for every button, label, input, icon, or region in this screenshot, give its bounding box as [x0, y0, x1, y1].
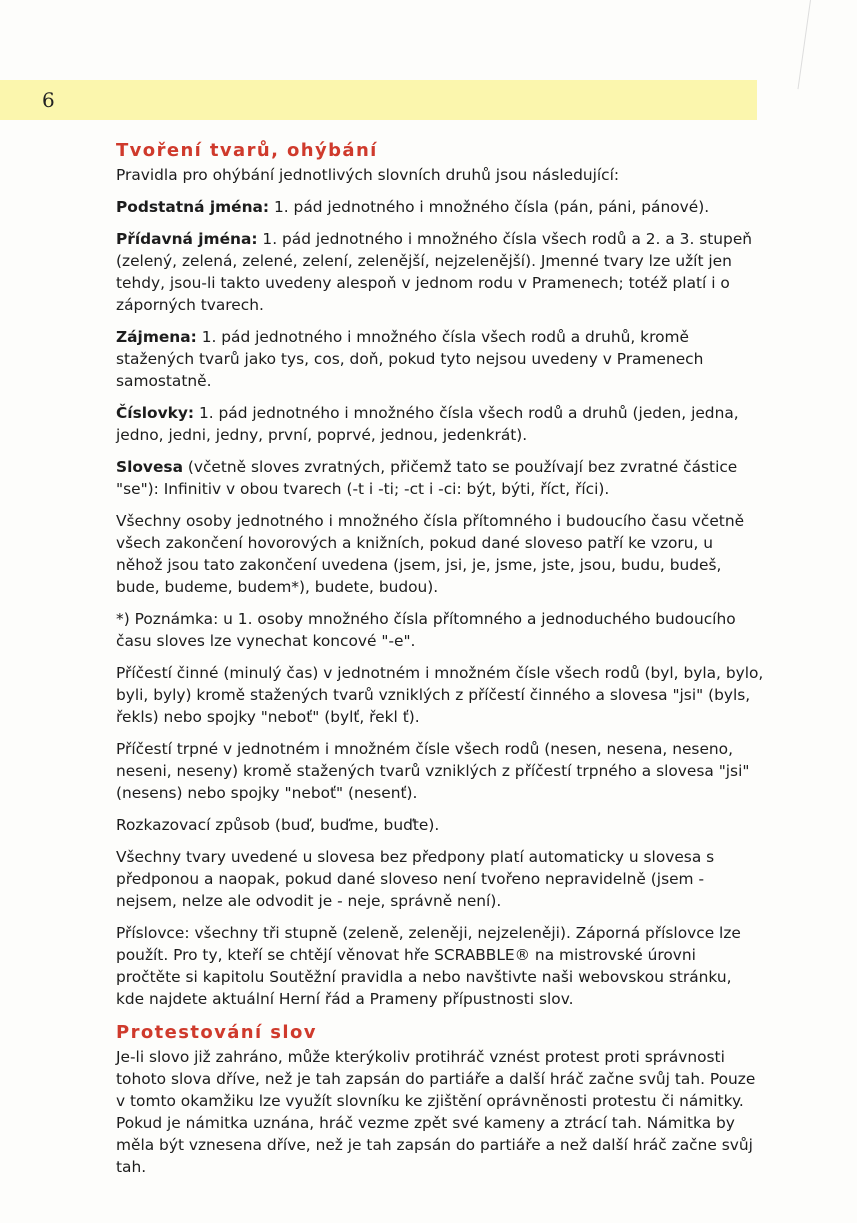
- numerals-label: Číslovky:: [116, 404, 195, 422]
- section-heading-forms: Tvoření tvarů, ohýbání: [116, 140, 378, 161]
- main-content: [116, 138, 764, 1188]
- forms-intro: Pravidla pro ohýbání jednotlivých slovních druhů jsou následující:: [116, 166, 620, 184]
- note-paragraph: *) Poznámka: u 1. osoby množného čísla přítomného a jednoduchého budoucího času sloves lze vynechat koncové "-e".: [116, 610, 736, 650]
- nouns-paragraph: [116, 196, 764, 218]
- page-number: 6: [42, 88, 55, 112]
- pronouns-text: 1. pád jednotného i množného čísla všech rodů a druhů, kromě stažených tvarů jako tys, cos, doň, pokud tyto nejsou uvedeny v Pramenech samostatně.: [116, 328, 704, 390]
- verbs-paragraph: [116, 456, 764, 500]
- header-band: [0, 80, 757, 120]
- nouns-text: 1. pád jednotného i množného čísla (pán, páni, pánové).: [269, 198, 710, 216]
- pronouns-label: Zájmena:: [116, 328, 197, 346]
- verbs-label: Slovesa: [116, 458, 183, 476]
- prefix-paragraph: Všechny tvary uvedené u slovesa bez předpony platí automaticky u slovesa s předponou a naopak, pokud dané sloveso není tvořeno nepravidelně (jsem - nejsem, nelze ale odvodit je - neje, správně není).: [116, 848, 715, 910]
- pronouns-paragraph: [116, 326, 764, 392]
- scan-edge-line: [797, 0, 811, 89]
- section-heading-protest: Protestování slov: [116, 1022, 317, 1043]
- adjectives-text: 1. pád jednotného i množného čísla všech rodů a 2. a 3. stupeň (zelený, zelená, zelené, zelení, zelenější, nejzelenější). Jmenné tvary lze užít jen tehdy, jsou-li takto uvedeny alespoň v jednom rodu v Pramenech; totéž platí i o záporných tvarech.: [116, 230, 753, 314]
- adjectives-paragraph: [116, 228, 764, 316]
- active-participle-paragraph: Příčestí činné (minulý čas) v jednotném i množném čísle všech rodů (byl, byla, bylo, byli, byly) kromě stažených tvarů vzniklých z příčestí činného a slovesa "jsi" (byls, řekls) nebo spojky "neboť" (bylť, řekl ť).: [116, 664, 764, 726]
- passive-participle-paragraph: Příčestí trpné v jednotném i množném čísle všech rodů (nesen, nesena, neseno, neseni, neseny) kromě stažených tvarů vzniklých z příčestí trpného a slovesa "jsi" (nesens) nebo spojky "neboť" (nesenť).: [116, 740, 750, 802]
- nouns-label: Podstatná jména:: [116, 198, 270, 216]
- verbs-text: (včetně sloves zvratných, přičemž tato se používají bez zvratné částice "se"): Infinitiv v obou tvarech (-t i -ti; -ct i -ci: být, býti, říct, říci).: [116, 458, 738, 498]
- imperative-paragraph: Rozkazovací způsob (buď, buďme, buďte).: [116, 816, 440, 834]
- adverbs-paragraph: Příslovce: všechny tři stupně (zeleně, zeleněji, nejzeleněji). Záporná příslovce lze použít. Pro ty, kteří se chtějí věnovat hře SCRABBLE® na mistrovské úrovni pročtěte si kapitolu Soutěžní pravidla a nebo navštivte naši webovskou stránku, kde najdete aktuální Herní řád a Prameny přípustnosti slov.: [116, 924, 741, 1008]
- numerals-text: 1. pád jednotného i množného čísla všech rodů a druhů (jeden, jedna, jedno, jedni, jedny, první, poprvé, jednou, jedenkrát).: [116, 404, 739, 444]
- numerals-paragraph: [116, 402, 764, 446]
- adjectives-label: Přídavná jména:: [116, 230, 258, 248]
- protest-paragraph: Je-li slovo již zahráno, může kterýkoliv protihráč vznést protest proti správnosti tohoto slova dříve, než je tah zapsán do partiáře a další hráč začne svůj tah. Pouze v tomto okamžiku lze využít slovníku ke zjištění oprávněnosti protestu či námitky. Pokud je námitka uznána, hráč vezme zpět své kameny a ztrácí tah. Námitka by měla být vznesena dříve, než je tah zapsán do partiáře a než další hráč začne svůj tah.: [116, 1048, 756, 1176]
- all-persons-paragraph: Všechny osoby jednotného i množného čísla přítomného i budoucího času včetně všech zakončení hovorových a knižních, pokud dané sloveso patří ke vzoru, u něhož jsou tato zakončení uvedena (jsem, jsi, je, jsme, jste, jsou, budu, budeš, bude, budeme, budem*), budete, budou).: [116, 512, 745, 596]
